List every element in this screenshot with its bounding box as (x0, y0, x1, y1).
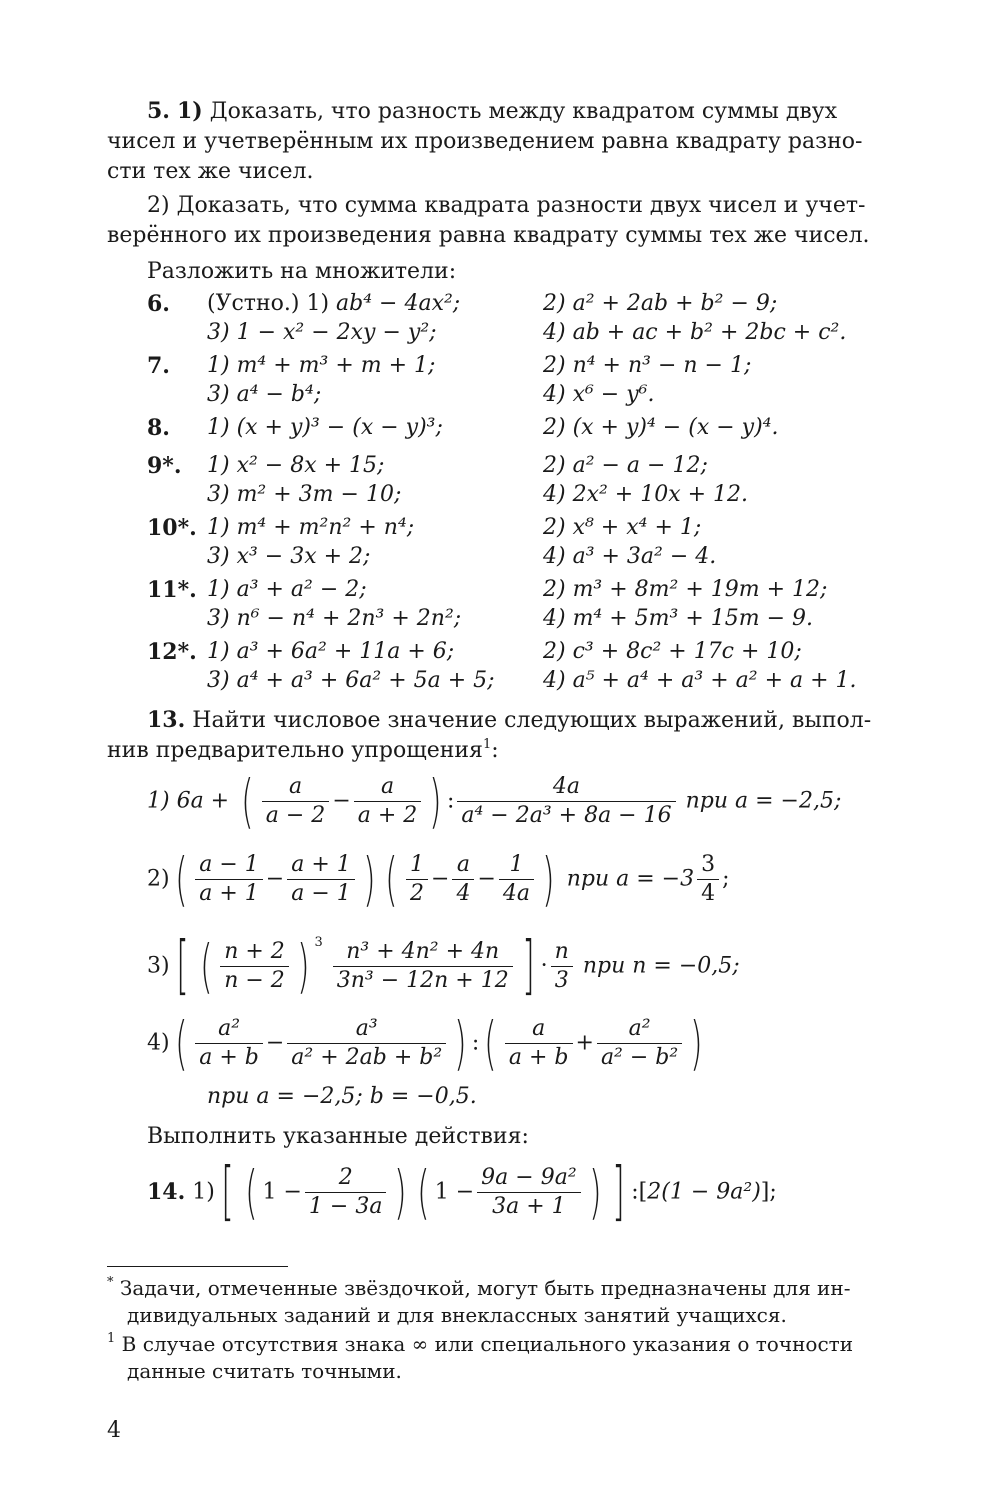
footnote-ref-1: 1 (482, 737, 492, 752)
expression-4-label: 4) (147, 1030, 170, 1056)
task-11 (147, 577, 892, 639)
footnote-1-line1: В случае отсутствия знака ∞ или специального указания о точности (121, 1332, 854, 1356)
task-12-number: 12*. (147, 639, 197, 665)
expression-3-condition: при n = −0,5; (582, 953, 740, 979)
footnote-star (107, 1275, 892, 1329)
operator: − (431, 866, 450, 892)
fraction: $\frac{\text{a²}}{a + b}$ (195, 1015, 263, 1072)
footnote-star-line2: дивидуальных заданий и для внеклассных занятий учащихся. (127, 1303, 787, 1327)
actions-heading: Выполнить указанные действия: (147, 1124, 529, 1149)
task-10 (147, 515, 892, 577)
task-12 (147, 639, 892, 701)
task-7 (147, 353, 892, 415)
operator: + (575, 1030, 594, 1056)
fraction: $\frac{\text{a³}}{\text{a² + 2ab + b²}}$ (287, 1015, 446, 1072)
task-11-item-3: 3) n⁶ − n⁴ + 2n³ + 2n²; (207, 606, 462, 631)
footnotes (107, 1275, 892, 1385)
page-number: 4 (107, 1418, 121, 1443)
task-7-item-3: 3) a⁴ − b⁴; (207, 382, 322, 407)
expression-1-label: 1) 6a + (147, 788, 230, 814)
problem-13-line2-end: : (491, 738, 499, 763)
footnote-1 (107, 1331, 892, 1385)
expression-2: 2)( $\frac{a - 1}{a + 1}$ − $\frac{a + 1}{a - 1}$ ) ( $\frac{1}{2}$ − $\frac{a}{4}$ − $\frac{1}{4a}$ ) при a = −3 $\frac{3}{4}$ ; (147, 845, 730, 913)
task-8-item-2: 2) (x + y)⁴ − (x − y)⁴. (543, 415, 779, 440)
fraction: $\frac{\text{a²}}{\text{a² − b²}}$ (597, 1015, 682, 1072)
task-7-number: 7. (147, 353, 170, 379)
task-11-number: 11*. (147, 577, 197, 603)
task-6-item-1: ab⁴ − 4ax²; (336, 291, 461, 316)
operator: : (446, 788, 455, 814)
task-8-item-1: 1) (x + y)³ − (x − y)³; (207, 415, 443, 440)
problem-5-part1-line1: Доказать, что разность между квадратом суммы двух (209, 99, 838, 124)
task-9-number: 9*. (147, 453, 182, 479)
task-11-item-2: 2) m³ + 8m² + 19m + 12; (543, 577, 828, 602)
fraction: $\frac{a - 1}{a + 1}$ (195, 851, 263, 908)
problem-14-tail: 2(1 − 9a²) (647, 1179, 761, 1205)
operator: − (477, 866, 496, 892)
problem-14: 14. 1)[ ( 1 − $\frac{2}{1 - 3a}$ ) ( 1 − $\frac{\text{9a − 9a²}}{3a + 1}$ ) ] :[2(1 − 9a²)]; (147, 1155, 777, 1229)
expression-4-condition: при a = −2,5; b = −0,5. (207, 1084, 477, 1109)
task-10-item-2: 2) x⁸ + x⁴ + 1; (543, 515, 702, 540)
task-12-item-3: 3) a⁴ + a³ + 6a² + 5a + 5; (207, 668, 495, 693)
operator: − (332, 788, 351, 814)
task-9-item-1: 1) x² − 8x + 15; (207, 453, 385, 478)
task-12-item-1: 1) a³ + 6a² + 11a + 6; (207, 639, 455, 664)
expression-2-label: 2) (147, 866, 170, 892)
footnote-divider (107, 1266, 288, 1267)
fraction: $\frac{1}{4a}$ (499, 851, 534, 908)
task-11-item-1: 1) a³ + a² − 2; (207, 577, 367, 602)
footnote-star-mark: * (107, 1275, 114, 1290)
expression-2-condition: при a = −3 (566, 866, 695, 892)
problem-5-part1-line2: чисел и учетверённым их произведением равна квадрату разно- (107, 129, 863, 154)
fraction: $\frac{1}{2}$ (406, 851, 428, 908)
problem-14-number: 14. (147, 1179, 186, 1205)
task-7-item-4: 4) x⁶ − y⁶. (543, 382, 655, 407)
task-7-item-2: 2) n⁴ + n³ − n − 1; (543, 353, 752, 378)
expression-3: 3)[ ( $\frac{n + 2}{n - 2}$ ) $^3$ $\frac{\text{n³ + 4n² + 4n}}{\text{3n³ − 12n + 12}}$ ] · $\frac{n}{3}$ при n = −0,5; (147, 929, 740, 1003)
expression-1 (147, 767, 892, 836)
task-6 (147, 291, 892, 353)
task-8-number: 8. (147, 415, 170, 441)
operator: − (265, 866, 285, 892)
task-10-item-4: 4) a³ + 3a² − 4. (543, 544, 717, 569)
footnote-1-line2: данные считать точными. (127, 1359, 402, 1383)
task-6-item-2: 2) a² + 2ab + b² − 9; (543, 291, 778, 316)
fraction: $\frac{a + 1}{a - 1}$ (287, 851, 355, 908)
factor-tasks (147, 291, 892, 701)
task-8 (147, 415, 892, 453)
footnote-1-mark: 1 (107, 1331, 116, 1346)
operator: : (471, 1030, 480, 1056)
problem-13-line1: Найти числовое значение следующих выражений, выпол- (192, 708, 872, 733)
problem-5-number: 5. (147, 98, 170, 124)
problem-5-part2-line2: верённого их произведения равна квадрату суммы тех же чисел. (107, 223, 870, 248)
fraction: $\frac{n}{3}$ (551, 938, 573, 995)
task-12-item-4: 4) a⁵ + a⁴ + a³ + a² + a + 1. (543, 668, 857, 693)
fraction: $\frac{\text{9a − 9a²}}{3a + 1}$ (477, 1164, 580, 1221)
exponent: 3 (314, 935, 323, 950)
problem-5-part1-label: 1) (176, 98, 203, 124)
paren-left: ( (241, 767, 254, 835)
operator: : (631, 1179, 639, 1205)
mixed-fraction: $\frac{3}{4}$ (697, 851, 719, 908)
expression-1-condition: при a = −2,5; (685, 788, 842, 814)
fraction: $\frac{2}{1 - 3a}$ (305, 1164, 387, 1221)
task-9 (147, 453, 892, 515)
problem-13-line2: нив предварительно упрощения (107, 738, 483, 763)
task-11-item-4: 4) m⁴ + 5m³ + 15m − 9. (543, 606, 814, 631)
task-6-number: 6. (147, 291, 170, 317)
fraction: $\frac{a}{4}$ (452, 851, 474, 908)
factor-heading: Разложить на множители: (147, 259, 457, 284)
page-content (107, 96, 892, 1230)
paren-right: ) (429, 767, 442, 835)
fraction: $\frac{a}{a - 2}$ (262, 773, 330, 830)
problem-14-label: 1) (192, 1179, 215, 1205)
task-10-number: 10*. (147, 515, 197, 541)
fraction: $\frac{4a}{\text{a⁴ − 2a³ + 8a − 16}}$ (457, 773, 675, 830)
task-6-item-4: 4) ab + ac + b² + 2bc + c². (543, 320, 847, 345)
task-9-item-3: 3) m² + 3m − 10; (207, 482, 402, 507)
fraction: $\frac{\text{n³ + 4n² + 4n}}{\text{3n³ − 12n + 12}}$ (333, 938, 513, 995)
problem-13 (107, 705, 892, 766)
fraction: $\frac{a}{a + b}$ (505, 1015, 573, 1072)
task-12-item-2: 2) c³ + 8c² + 17c + 10; (543, 639, 802, 664)
task-10-item-1: 1) m⁴ + m²n² + n⁴; (207, 515, 415, 540)
task-6-prefix: (Устно.) 1) (207, 291, 330, 316)
task-9-item-4: 4) 2x² + 10x + 12. (543, 482, 749, 507)
problem-13-number: 13. (147, 707, 186, 733)
problem-5-part2-line1: 2) Доказать, что сумма квадрата разности двух чисел и учет- (147, 193, 866, 218)
task-9-item-2: 2) a² − a − 12; (543, 453, 708, 478)
task-7-item-1: 1) m⁴ + m³ + m + 1; (207, 353, 436, 378)
operator: · (540, 953, 548, 979)
footnote-star-line1: Задачи, отмеченные звёздочкой, могут быть предназначены для ин- (119, 1276, 851, 1300)
task-10-item-3: 3) x³ − 3x + 2; (207, 544, 371, 569)
expression-3-label: 3) (147, 953, 170, 979)
problem-5 (107, 96, 892, 251)
fraction: $\frac{a}{a + 2}$ (354, 773, 422, 830)
operator: − (265, 1030, 285, 1056)
expression-4: 4)( $\frac{\text{a²}}{a + b}$ − $\frac{\text{a³}}{\text{a² + 2ab + b²}}$ ) :( $\frac{a}{a + b}$ + $\frac{\text{a²}}{\text{a² − b²}}$ ) (147, 1009, 703, 1077)
problem-5-part1-line3: сти тех же чисел. (107, 159, 314, 184)
fraction: $\frac{n + 2}{n - 2}$ (220, 938, 289, 995)
task-6-item-3: 3) 1 − x² − 2xy − y²; (207, 320, 437, 345)
